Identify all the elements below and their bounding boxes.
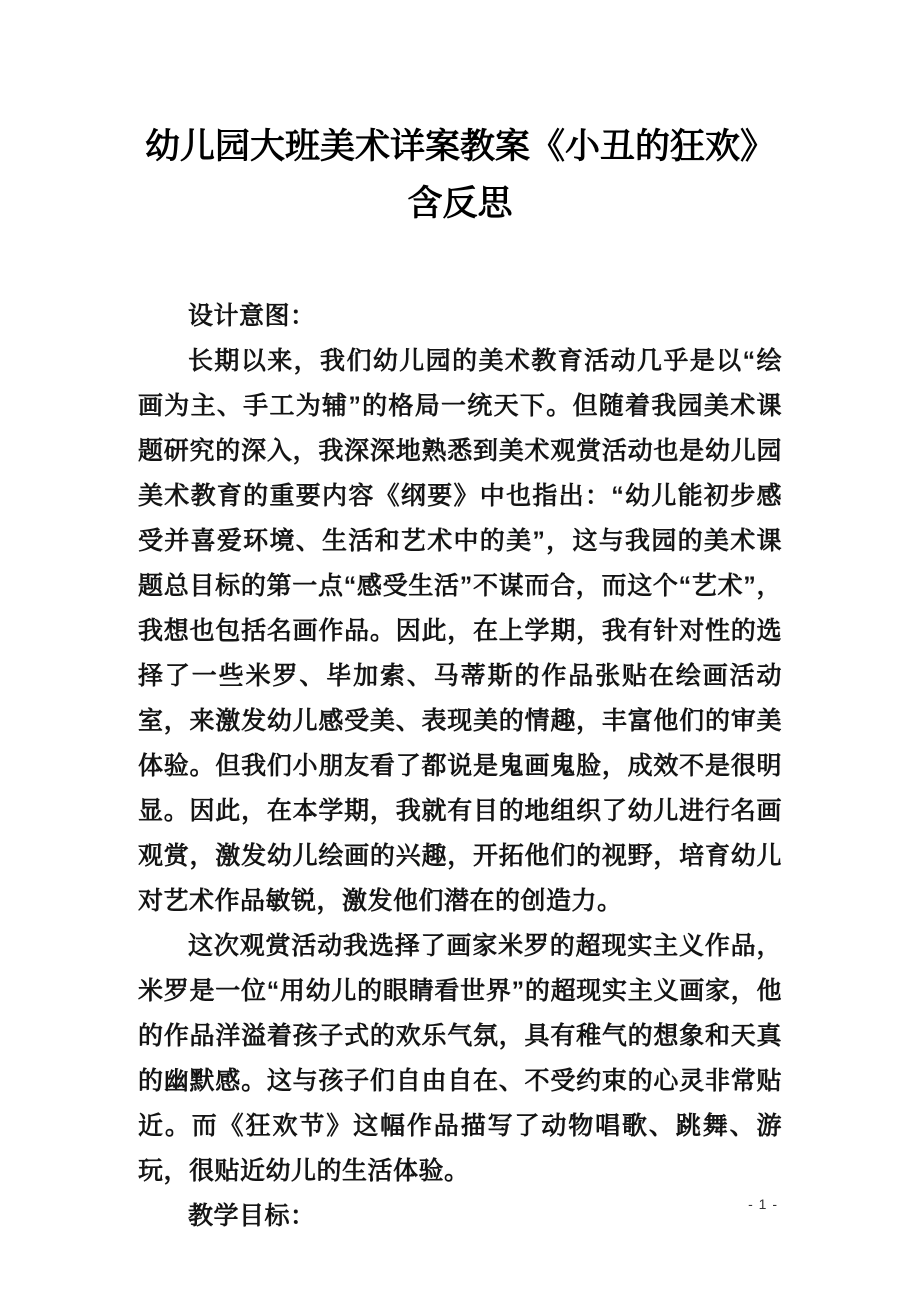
paragraph-design-intent-body: 长期以来，我们幼儿园的美术教育活动几乎是以“绘画为主、手工为辅”的格局一统天下。但随着我园美术课题研究的深入，我深深地熟悉到美术观赏活动也是幼儿园美术教育的重要内容《纲要》中也指出：“幼儿能初步感受并喜爱环境、生活和艺术中的美”，这与我园的美术课题总目标的第一点“感受生活”不谋而合，而这个“艺术”，我想也包括名画作品。因此，在上学期，我有针对性的选择了一些米罗、毕加索、马蒂斯的作品张贴在绘画活动室，来激发幼儿感受美、表现美的情趣，丰富他们的审美体验。但我们小朋友看了都说是鬼画鬼脸，成效不是很明显。因此，在本学期，我就有目的地组织了幼儿进行名画观赏，激发幼儿绘画的兴趣，开拓他们的视野，培育幼儿对艺术作品敏锐，激发他们潜在的创造力。	[138, 347, 782, 915]
paragraph-activity-selection: 这次观赏活动我选择了画家米罗的超现实主义作品，米罗是一位“用幼儿的眼睛看世界”的超现实主义画家，他的作品洋溢着孩子式的欢乐气氛，具有稚气的想象和天真的幽默感。这与孩子们自由自在、不受约束的心灵非常贴近。而《狂欢节》这幅作品描写了动物唱歌、跳舞、游玩，很贴近幼儿的生活体验。	[138, 932, 782, 1185]
title-line-1: 幼儿园大班美术详案教案《小丑的狂欢》	[144, 127, 775, 166]
paragraph-teaching-goals-heading: 教学目标：	[188, 1202, 316, 1230]
document-title	[80, 118, 840, 232]
page-number: - 1 -	[748, 1196, 778, 1212]
paragraph-design-intent-heading: 设计意图：	[188, 302, 316, 330]
title-line-2: 含反思	[407, 184, 513, 223]
document-body	[138, 294, 782, 1239]
